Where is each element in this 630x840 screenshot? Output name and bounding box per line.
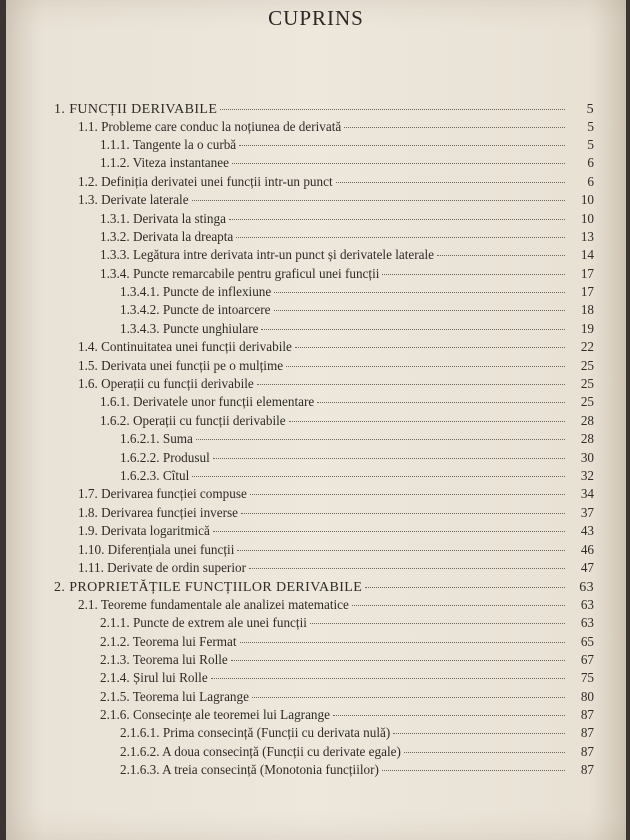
dot-leader — [365, 573, 565, 588]
dot-leader — [213, 444, 565, 458]
toc-entry-page-number: 67 — [580, 651, 594, 667]
toc-entry-page-number: 10 — [580, 210, 594, 226]
toc-entry-title: 2.1. Teoreme fundamentale ale analizei matematice — [78, 596, 349, 612]
dot-leader — [239, 132, 565, 146]
toc-entry-title: 1.3.4.2. Puncte de intoarcere — [120, 302, 271, 318]
toc-entry-page-number: 63 — [580, 596, 594, 612]
toc-entry-title: 2.1.4. Șirul lui Rolle — [100, 670, 208, 686]
toc-entry-title: 2.1.6. Consecințe ale teoremei lui Lagrange — [100, 707, 330, 723]
dot-leader — [213, 518, 565, 532]
toc-entry-page-number: 43 — [580, 523, 594, 539]
toc-entry-page-number: 30 — [580, 449, 594, 465]
dot-leader — [192, 187, 565, 201]
dot-leader — [232, 150, 565, 164]
dot-leader — [240, 628, 565, 642]
dot-leader — [274, 297, 565, 311]
dot-leader — [237, 536, 565, 550]
toc-entry-title: 1.6.2.3. Cîtul — [120, 468, 190, 483]
toc-entry-page-number: 80 — [580, 688, 594, 704]
toc-entry-page-number: 47 — [580, 559, 594, 575]
toc-entry-title: 1.3.4. Puncte remarcabile pentru graficul unei funcții — [100, 265, 380, 281]
toc-entry-page-number: 17 — [580, 265, 594, 281]
dot-leader — [196, 426, 565, 440]
toc-entry-title: 1.2. Definiția derivatei unei funcții intr-un punct — [78, 173, 333, 189]
dot-leader — [236, 224, 565, 238]
toc-entry-title: 1.1. Probleme care conduc la noțiunea de derivată — [78, 118, 342, 134]
toc-entry-title: 1.4. Continuitatea unei funcții derivabile — [78, 339, 292, 355]
dot-leader — [231, 647, 565, 661]
toc-entry-title: 1.1.2. Viteza instantanee — [100, 155, 229, 171]
book-page — [6, 0, 626, 840]
toc-entry-page-number: 32 — [580, 468, 594, 483]
toc-entry-title: 2.1.5. Teorema lui Lagrange — [100, 688, 249, 704]
toc-entry-page-number: 46 — [580, 541, 594, 557]
toc-entry-title: 1. FUNCȚII DERIVABILE — [54, 102, 218, 117]
toc-entry-title: 1.3.2. Derivata la dreapta — [100, 228, 234, 244]
toc-entry-page-number: 63 — [580, 615, 594, 631]
dot-leader — [382, 757, 565, 771]
toc-entry-title: 2.1.6.2. A doua consecință (Funcții cu derivate egale) — [120, 743, 401, 759]
dot-leader — [336, 169, 565, 183]
dot-leader — [404, 739, 565, 753]
toc-entry-page-number: 18 — [580, 302, 594, 318]
toc-entry-title: 1.7. Derivarea funcției compuse — [78, 486, 247, 502]
toc-entry — [54, 760, 594, 778]
toc-entry-page-number: 25 — [580, 394, 594, 410]
toc-entry-title: 1.6. Operații cu funcții derivabile — [78, 376, 254, 392]
toc-entry-title: 2.1.3. Teorema lui Rolle — [100, 651, 228, 667]
dot-leader — [220, 95, 565, 110]
toc-entry-page-number: 13 — [580, 228, 594, 244]
toc-entry-page-number: 25 — [580, 357, 594, 373]
toc-entry-title: 2.1.1. Puncte de extrem ale unei funcții — [100, 615, 307, 631]
dot-leader — [286, 352, 565, 366]
toc-entry-page-number: 87 — [580, 725, 594, 741]
dot-leader — [317, 389, 565, 403]
dot-leader — [261, 316, 565, 330]
toc-entry-title: 1.6.2. Operații cu funcții derivabile — [100, 412, 286, 428]
toc-entry-title: 1.3.4.3. Puncte unghiulare — [120, 320, 259, 336]
toc-entry-title: 1.3. Derivate laterale — [78, 192, 189, 208]
toc-entry-page-number: 14 — [580, 247, 594, 263]
toc-entry-page-number: 6 — [587, 173, 594, 189]
toc-entry-page-number: 65 — [580, 633, 594, 649]
dot-leader — [192, 463, 565, 477]
dot-leader — [393, 720, 565, 734]
toc-entry-page-number: 5 — [587, 136, 594, 152]
dot-leader — [382, 261, 565, 275]
toc-entry-page-number: 28 — [580, 412, 594, 428]
toc-entry-title: 1.8. Derivarea funcției inverse — [78, 504, 239, 520]
toc-entry-page-number: 75 — [580, 670, 594, 686]
toc-entry-title: 1.5. Derivata unei funcții pe o mulțime — [78, 357, 284, 373]
dot-leader — [249, 555, 565, 569]
dot-leader — [289, 408, 565, 422]
toc-entry-page-number: 87 — [580, 762, 594, 778]
toc-entry-page-number: 63 — [579, 580, 594, 596]
toc-entry-page-number: 28 — [580, 431, 594, 447]
dot-leader — [333, 702, 565, 716]
dot-leader — [250, 481, 565, 495]
dot-leader — [252, 684, 565, 698]
toc-entry-title: 1.3.1. Derivata la stinga — [100, 210, 226, 226]
toc-entry-title: 2.1.2. Teorema lui Fermat — [100, 633, 237, 649]
toc-entry-title: 1.6.2.1. Suma — [120, 431, 193, 447]
toc-entry-page-number: 22 — [580, 339, 594, 355]
toc-entry-title: 1.10. Diferențiala unei funcții — [78, 541, 235, 557]
toc-entry-title: 1.1.1. Tangente la o curbă — [100, 136, 237, 152]
toc-entry-title: 1.6.2.2. Produsul — [120, 449, 210, 465]
toc-entry-page-number: 34 — [580, 486, 594, 502]
toc-entry-page-number: 19 — [580, 320, 594, 336]
toc-entry-title: 1.9. Derivata logaritmică — [78, 523, 210, 539]
toc-entry-title: 2.1.6.1. Prima consecință (Funcții cu derivata nulă) — [120, 725, 391, 741]
toc-entry-page-number: 25 — [580, 376, 594, 392]
toc-entry-page-number: 87 — [580, 743, 594, 759]
dot-leader — [310, 610, 565, 624]
toc-entry-page-number: 5 — [586, 102, 594, 117]
toc-entry-page-number: 5 — [587, 118, 594, 134]
dot-leader — [352, 592, 565, 606]
toc-entry-title: 2.1.6.3. A treia consecință (Monotonia funcțiilor) — [120, 762, 379, 778]
toc-entry-page-number: 87 — [580, 707, 594, 723]
toc-entry-page-number: 10 — [580, 192, 594, 208]
dot-leader — [257, 371, 565, 385]
toc-entry-page-number: 37 — [580, 504, 594, 520]
dot-leader — [437, 242, 565, 256]
toc-entry-title: 1.3.3. Legătura intre derivata intr-un punct și derivatele laterale — [100, 247, 435, 263]
toc-entry-title: 1.6.1. Derivatele unor funcții elementare — [100, 394, 315, 410]
dot-leader — [241, 500, 565, 514]
dot-leader — [344, 113, 565, 127]
dot-leader — [274, 279, 565, 293]
toc-entry-page-number: 17 — [580, 284, 594, 300]
dot-leader — [295, 334, 565, 348]
toc-entry-title: 1.11. Derivate de ordin superior — [78, 559, 246, 575]
toc-entry-title: 1.3.4.1. Puncte de inflexiune — [120, 284, 272, 300]
page-title: CUPRINS — [268, 6, 364, 30]
dot-leader — [229, 205, 565, 219]
toc-entry-page-number: 6 — [587, 155, 594, 171]
table-of-contents — [54, 98, 594, 778]
toc-entry-title: 2. PROPRIETĂȚILE FUNCȚIILOR DERIVABILE — [54, 580, 363, 596]
dot-leader — [211, 665, 565, 679]
